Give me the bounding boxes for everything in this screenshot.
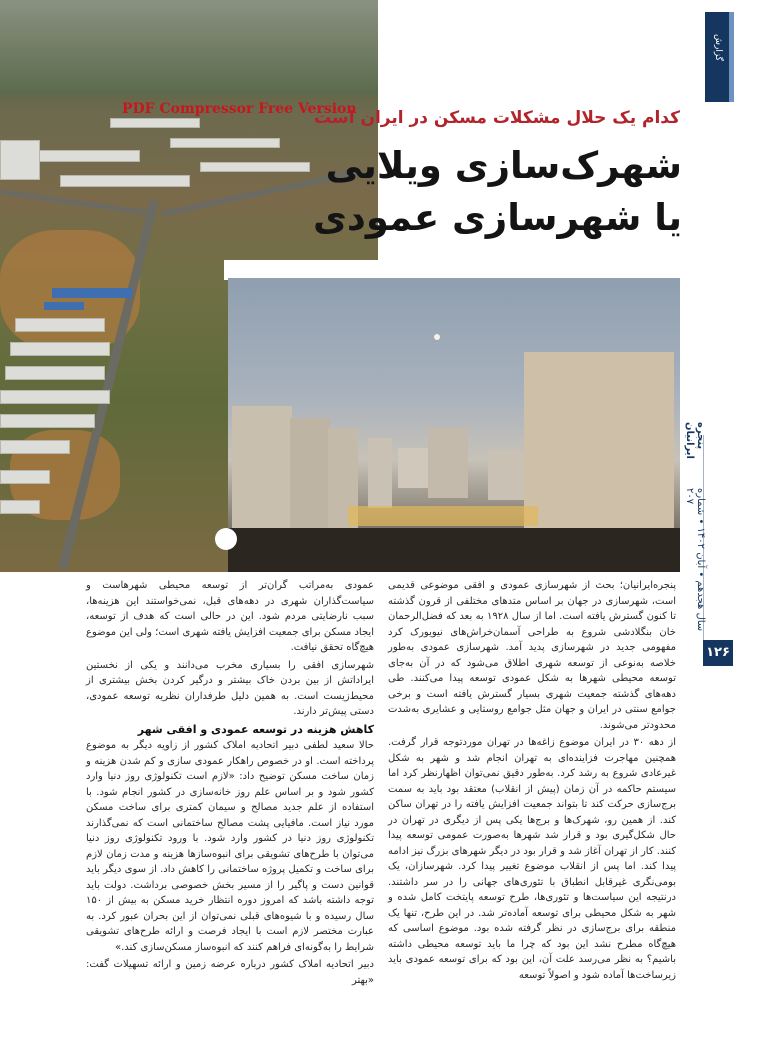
paragraph: عمودی به‌مراتب گران‌تر از توسعه محیطی شهرهاست و سیاست‌گذاران شهری در دهه‌های قبل، نمی‌خواستند این هزینه‌ها، سبب نارضایتی مردم شود. این در حالی است که هدف از توسعه، ایجاد مسکن برای جمعیت افزایش یافته شهری است؛ ولی این موضوع هیچ‌گاه تحقق نیافت. — [86, 580, 374, 653]
paragraph: پنجره‌ایرانیان؛ بحث از شهرسازی عمودی و افقی موضوعی قدیمی است، شهرسازی در جهان بر اساس متدهای مختلفی از قرون گذشته تا کنون گسترش یافته است. اما از سال ۱۹۲۸ به بعد که فضل‌الرحمان خان بنگلادشی شروع به طراحی آسمان‌خراش‌های نیویورک کرد مفهومی جدید در شهرسازی پدید آمد. شهرسازی عمودی به‌طور خلاصه به‌نوعی از توسعه شهری اطلاق می‌شود که در آن به‌جای توسعه محیطی شهرها به شکل عمودی توسعه پیدا می‌کنند. طی دهه‌های گذشته جمعیت شهری بسیار گسترش یافته است و برخی جوامع سنتی در ایران و جهان مثل جوامع روستایی و عشایری به‌شدت محدودتر می‌شوند. — [388, 580, 676, 731]
watermark: PDF Compressor Free Version — [122, 101, 357, 117]
page-number-box — [703, 640, 733, 666]
moon-icon — [434, 334, 440, 340]
right-column — [388, 578, 676, 985]
issue-info: سال هجدهم • آبان ۱۴۰۲ • شماره ۲۰۷ — [684, 487, 706, 632]
headline-line-1: شهرک‌سازی ویلایی — [325, 144, 682, 187]
paragraph: از دهه ۳۰ در ایران موضوع زاغه‌ها در تهران موردتوجه قرار گرفت. همچنین مهاجرت فزاینده‌ای به تهران انجام شد و شهر به شکل غیرعادی شروع به رشد کرد. به‌طور دقیق نمی‌توان اظهارنظر کرد اما سیستم حاکمه در آن زمان (پیش از انقلاب) معتقد بود باید به سمت برج‌سازی حرکت کند تا بتواند جمعیت افزایش یافته را در تهران ساکن کند. از همین رو، شهرک‌ها و برج‌ها یکی پس از دیگری در تهران در حال شکل‌گیری بود و قرار شد شهرها به‌صورت عمومی توسعه پیدا کنند. کار از تهران آغاز شد و قرار بود در دیگر شهرهای بزرگ نیز ادامه پیدا کند. اما پس از انقلاب موضوع تغییر پیدا کرد. شهرسازان، یک بومی‌نگری غیرقابل انطباق با تئوری‌های جهانی را در سر داشتند. درنتیجه این سیاست‌ها و تئوری‌ها، طرح توسعه پایتخت کامل شده و شهر به شکل محیطی برای توسعه آماده‌تر شد. در این طرح، تنها یک منطقه برای برج‌سازی در نظر گرفته شده بود. موضوع اساسی که هیچ‌گاه مطرح نشد این بود که چرا ما باید توسعه محیطی داشته باشیم؟ به نظر می‌رسد علت آن، این بود که برای توسعه عمودی باید زیرساخت‌ها آماده شود و اصولاً توسعه — [388, 737, 676, 981]
section-tab — [705, 12, 729, 102]
city-towers-photo — [228, 278, 680, 572]
running-header — [684, 422, 706, 632]
photo-divider-circle — [215, 528, 237, 550]
paragraph: شهرسازی افقی را بسیاری مخرب می‌دانند و یکی از نخستین ایراداتش از بین بردن خاک بیشتر و درگیر کردن بخش بیشتری از محیط‌زیست است. به همین دلیل طرفداران نظریه توسعه عمودی، دستی پیش‌تر دارند. — [86, 659, 374, 717]
section-tab-label: گزارش — [713, 34, 723, 62]
paragraph: حالا سعید لطفی دبیر اتحادیه املاک کشور از زاویه دیگر به موضوع پرداخته است. او در خصوص راهکار عمودی سازی و کم شدن هزینه و زمان ساخت مسکن توضیح داد: «لازم است تکنولوژی روز دنیا وارد کشور شود و بر اساس علم روز خانه‌سازی در کشور انجام شود. با استفاده از علم جدید مصالح و سیمان کمتری برای ساخت مسکن مورد نیاز است. مافیایی پشت مصالح ساختمانی است که نمی‌گذارند تکنولوژی روز دنیا در کشور وارد شود. با ورود تکنولوژی روز دنیا می‌توان با طرح‌های تشویقی برای انبوه‌سازها هزینه و مدت زمان لازم برای ساخت و تکمیل پروژه ساختمانی را کاهش داد. از سوی دیگر باید قوانین دست و پاگیر را از مسیر بخش خصوصی برداشت. دولت باید توجه داشته باشد که امروز دوره انتظار خرید مسکن به بیش از ۱۵۰ سال رسیده و با شیوه‌های قبلی نمی‌توان از این بحران عبور کرد. به عبارت مختصر لازم است با ایجاد فرصت و ارائه طرح‌های تشویقی شرایط را به‌گونه‌ای فراهم کنند که انبوه‌ساز مسکن‌سازی کند.» — [86, 740, 374, 953]
kicker-title: کدام یک حلال مشکلات مسکن در ایران است — [313, 108, 680, 128]
magazine-name: پنجره ایرانیان — [684, 422, 706, 459]
left-column — [86, 578, 374, 990]
headline-line-2: یا شهرسازی عمودی — [312, 196, 682, 239]
page-number: ۱۲۶ — [706, 645, 730, 660]
paragraph: دبیر اتحادیه املاک کشور درباره عرضه زمین و ارائه تسهیلات گفت: «بهتر — [86, 959, 374, 986]
subheading: کاهش هزینه در توسعه عمودی و افقی شهر — [137, 722, 374, 736]
